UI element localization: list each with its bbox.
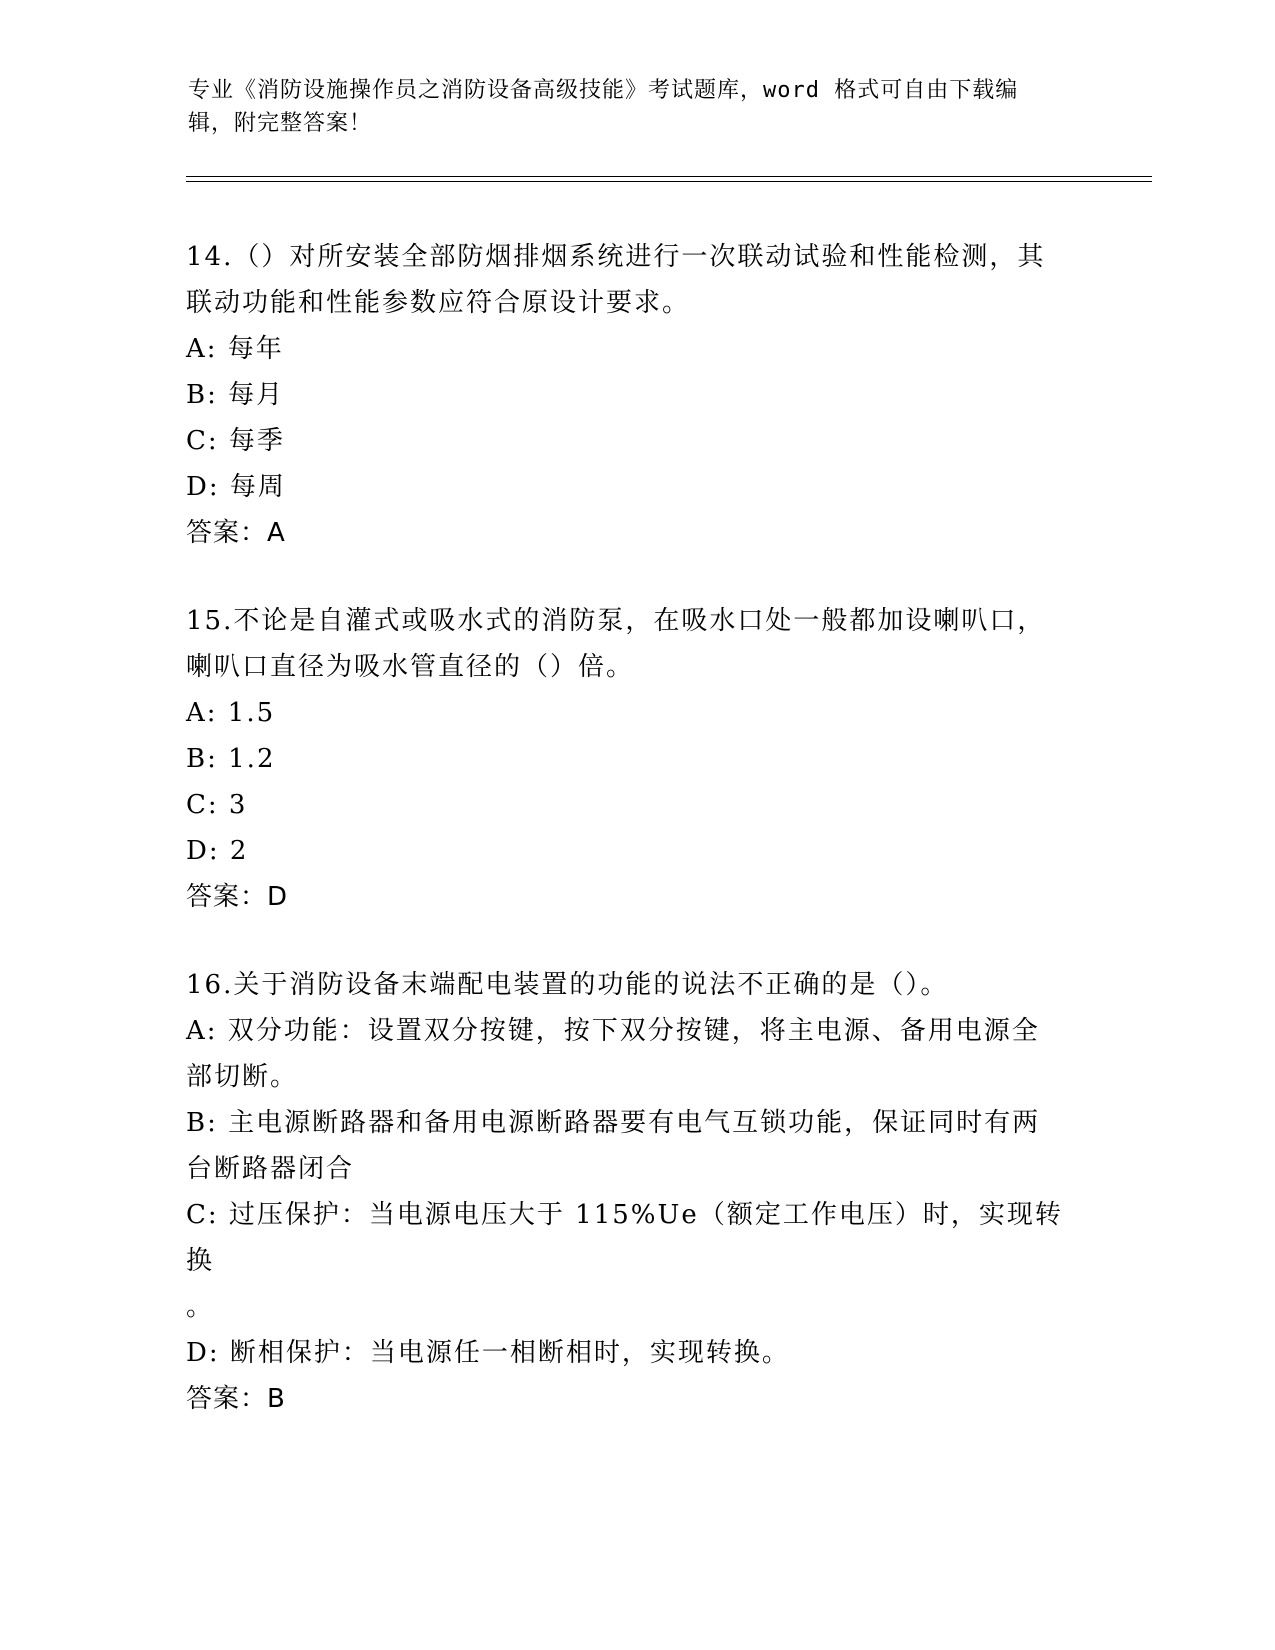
option-b: B: 主电源断路器和备用电源断路器要有电气互锁功能，保证同时有两 [186,1108,1041,1138]
option-a: A: 双分功能：设置双分按键，按下双分按键，将主电源、备用电源全 [186,1016,1040,1046]
question-stem-line: 16.关于消防设备末端配电装置的功能的说法不正确的是（）。 [186,970,949,1000]
question-14 [186,234,1086,556]
option-d: D: 2 [186,836,249,866]
option-b: B: 每月 [186,380,285,410]
question-stem-line: 15.不论是自灌式或吸水式的消防泵，在吸水口处一般都加设喇叭口， [186,606,1046,636]
question-15 [186,598,1086,920]
option-b-continued: 台断路器闭合 [186,1154,355,1184]
header-divider-top [186,176,1152,177]
option-c: C: 过压保护：当电源电压大于 115%Ue（额定工作电压）时，实现转换 [186,1200,1063,1276]
option-a: A: 每年 [186,334,284,364]
answer-label: 答案：B [186,1384,286,1414]
header-line-2: 辑，附完整答案！ [188,111,373,136]
header-divider-bottom [186,181,1152,182]
document-header [188,74,1088,140]
answer-label: 答案：A [186,518,286,548]
question-stem-line: 14.（）对所安装全部防烟排烟系统进行一次联动试验和性能检测，其 [186,242,1046,272]
option-d: D: 断相保护：当电源任一相断相时，实现转换。 [186,1338,790,1368]
option-c: C: 3 [186,790,248,820]
option-c-continued: 。 [186,1292,215,1322]
option-a-continued: 部切断。 [186,1062,299,1092]
option-c: C: 每季 [186,426,285,456]
option-b: B: 1.2 [186,744,276,774]
option-d: D: 每周 [186,472,286,502]
question-stem-line: 喇叭口直径为吸水管直径的（）倍。 [186,652,635,682]
answer-label: 答案：D [186,882,289,912]
question-16 [186,962,1086,1422]
header-line-1: 专业《消防设施操作员之消防设备高级技能》考试题库，word 格式可自由下载编 [188,78,1019,103]
option-a: A: 1.5 [186,698,276,728]
question-stem-line: 联动功能和性能参数应符合原设计要求。 [186,288,691,318]
